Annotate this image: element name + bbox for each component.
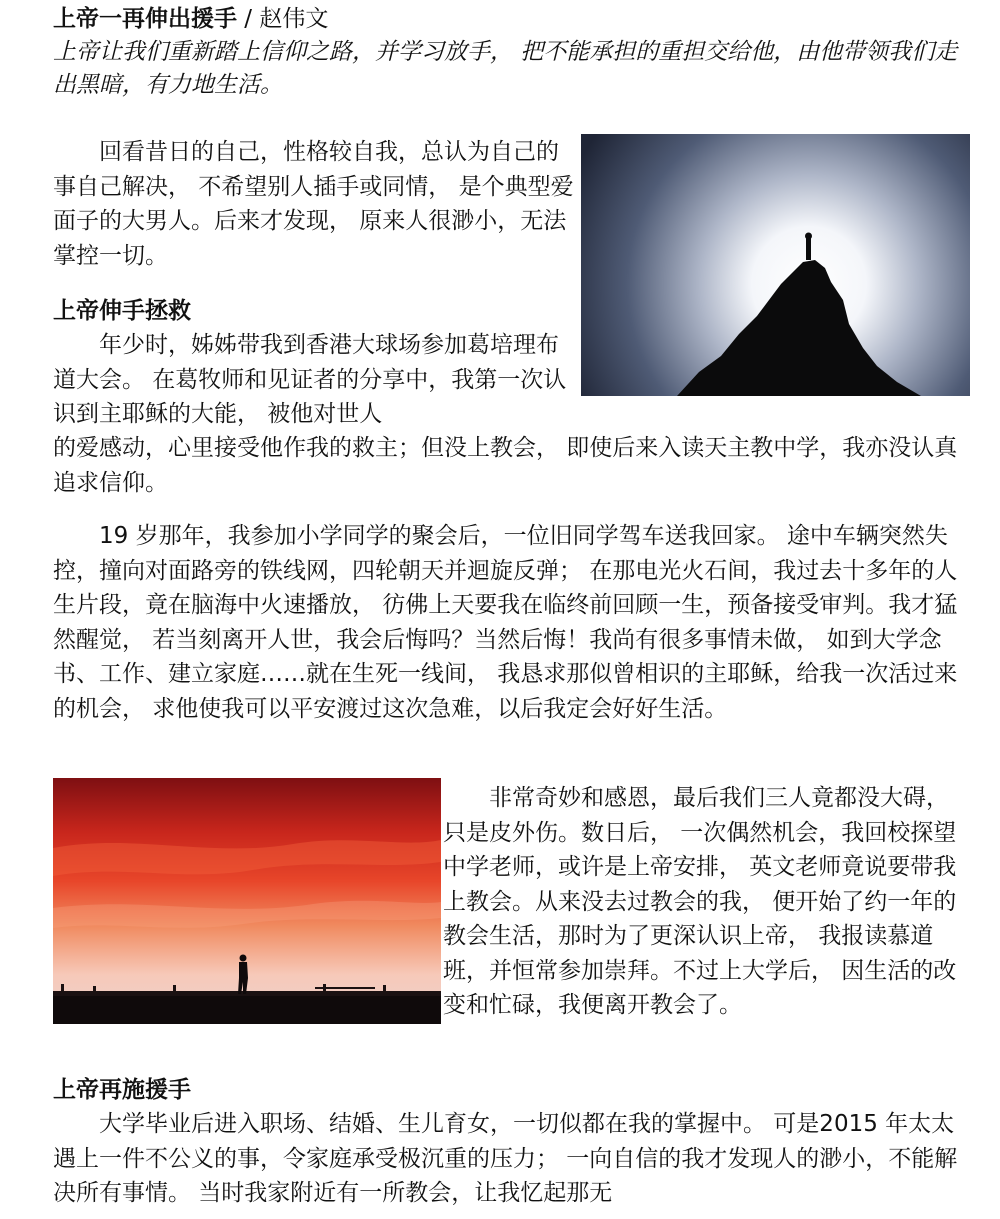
article-title: 上帝一再伸出援手 — [53, 6, 237, 32]
paragraph-intro: 回看昔日的自己，性格较自我，总认为自己的事自己解决， 不希望别人插手或同情， 是个典型爱面子的大男人。后来才发现， 原来人很渺小，无法掌控一切。 — [53, 139, 574, 269]
mountain-summit-silhouette-photo — [581, 134, 970, 396]
article-author: 赵伟文 — [259, 6, 329, 32]
mountain-image-graphic — [581, 134, 970, 396]
section-heading-rescue: 上帝伸手拯救 — [53, 298, 191, 324]
sunset-walker-silhouette-photo — [53, 778, 441, 1024]
article-subtitle: 上帝让我们重新踏上信仰之路，并学习放手， 把不能承担的重担交给他，由他带领我们走出黑暗，有力地生活。 — [53, 39, 958, 98]
paragraph-after-university: 大学毕业后进入职场、结婚、生儿育女，一切似都在我的掌握中。 可是2015 年太太遇上一件不公义的事，令家庭承受极沉重的压力； 一向自信的我才发现人的渺小，不能解决所有事情。 当时我家附近有一所教会，让我忆起那无 — [53, 1111, 958, 1206]
paragraph-billy-graham: 年少时，姊姊带我到香港大球场参加葛培理布道大会。 在葛牧师和见证者的分享中，我第一次认识到主耶稣的大能， 被他对世人 — [53, 332, 567, 427]
paragraph-return-to-church: 非常奇妙和感恩，最后我们三人竟都没大碍，只是皮外伤。数日后， 一次偶然机会，我回校探望中学老师，或许是上帝安排， 英文老师竟说要带我上教会。从来没去过教会的我， 便开始了约一年的教会生活，那时为了更深认识上帝， 我报读慕道班，并恒常参加崇拜。不过上大学后， 因生活的改变和忙碌，我便离开教会了。 — [443, 785, 957, 1018]
paragraph-billy-graham-continued: 的爱感动，心里接受他作我的救主；但没上教会， 即使后来入读天主教中学，我亦没认真追求信仰。 — [53, 435, 958, 496]
article-title-line — [53, 2, 328, 36]
title-separator: / — [237, 6, 260, 32]
paragraph-car-accident: 19 岁那年，我参加小学同学的聚会后，一位旧同学驾车送我回家。 途中车辆突然失控，撞向对面路旁的铁线网，四轮朝天并迴旋反弹； 在那电光火石间，我过去十多年的人生片段，竟在脑海中火速播放， 彷佛上天要我在临终前回顾一生，预备接受审判。我才猛然醒觉， 若当刻离开人世，我会后悔吗？当然后悔！我尚有很多事情未做， 如到大学念书、工作、建立家庭……就在生死一线间， 我恳求那似曾相识的主耶稣，给我一次活过来的机会， 求他使我可以平安渡过这次急难，以后我定会好好生活。 — [53, 523, 958, 722]
section-heading-help-again: 上帝再施援手 — [53, 1077, 191, 1103]
sunset-image-graphic — [53, 778, 441, 1024]
